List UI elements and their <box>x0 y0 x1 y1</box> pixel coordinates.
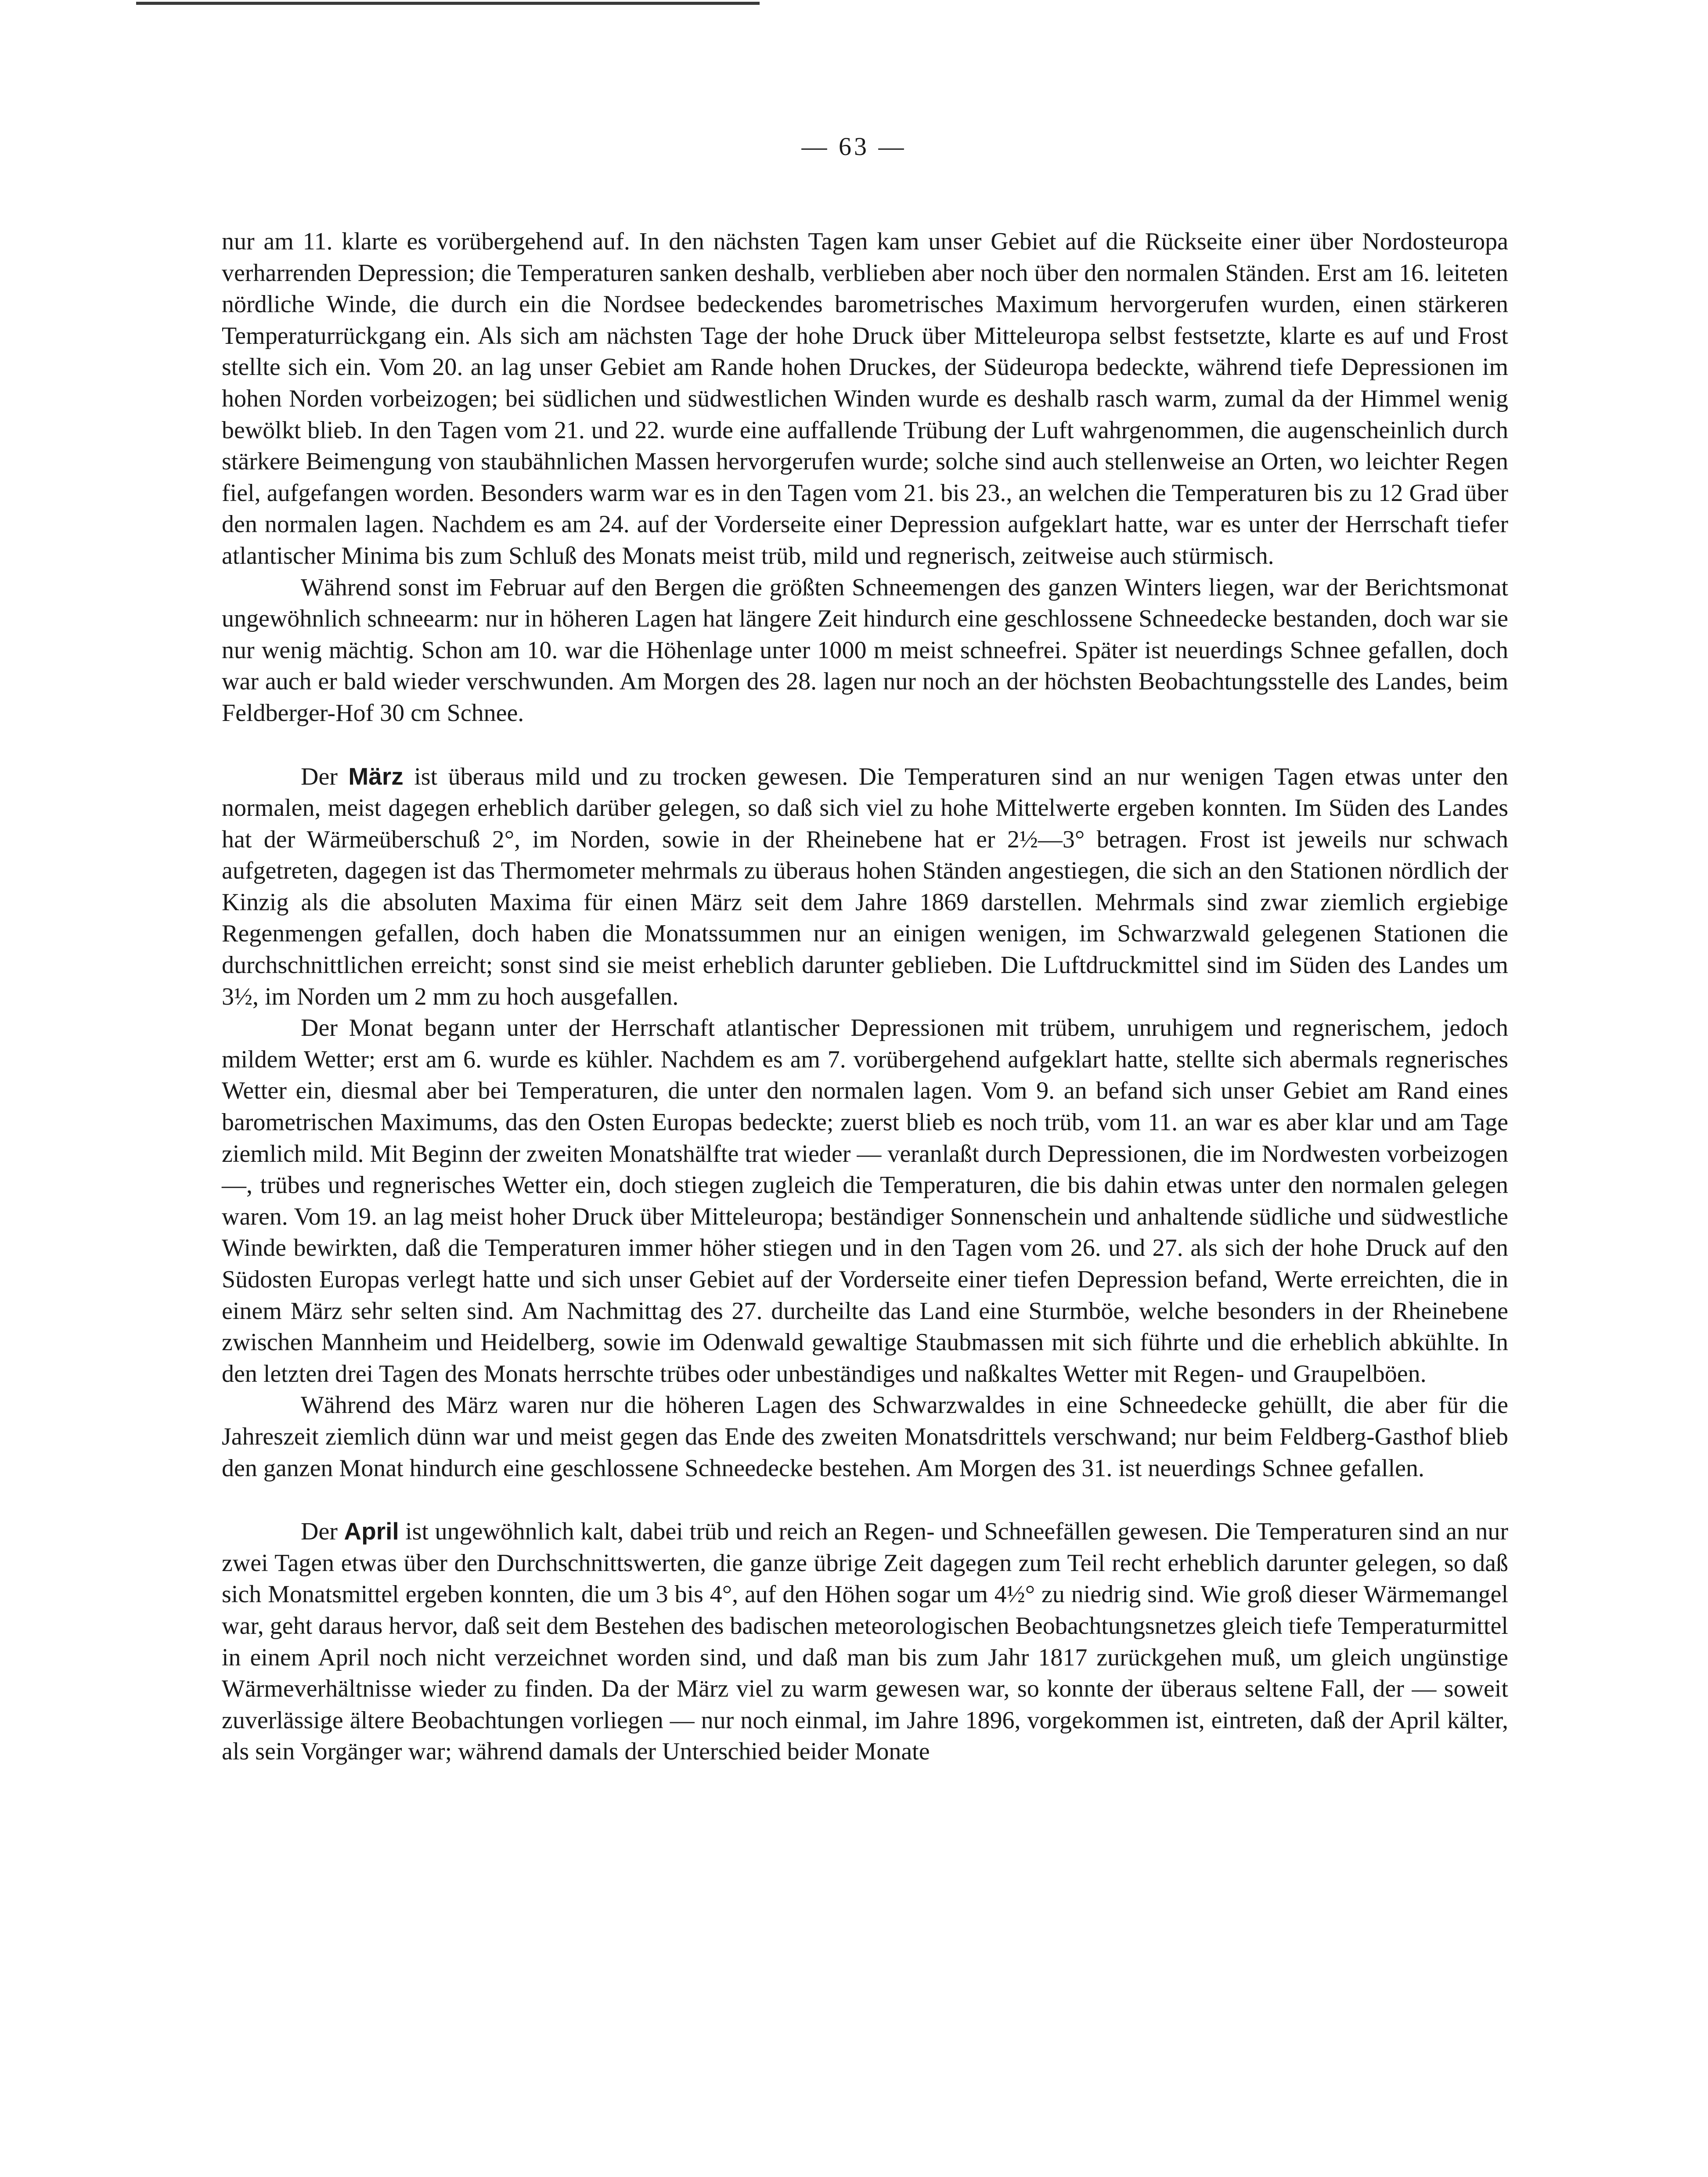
paragraph-maerz-snow: Während des März waren nur die höheren Lagen des Schwarzwaldes in eine Schneedecke gehüllt, die aber für die Jahreszeit ziemlich dünn war und meist gegen das Ende des zweiten Monatsdrittels verschwand; nur beim Feldberg-Gasthof blieb den ganzen Monat hindurch eine geschlossene Schneedecke bestehen. Am Morgen des 31. ist neuerdings Schnee gefallen. <box>222 1391 1508 1482</box>
paragraph-february-snow: Während sonst im Februar auf den Bergen die größten Schneemengen des ganzen Winters liegen, war der Berichtsmonat ungewöhnlich schneearm: nur in höheren Lagen hat längere Zeit hindurch eine geschlossene Schneedecke bestanden, doch war sie nur wenig mächtig. Schon am 10. war die Höhenlage unter 1000 m meist schneefrei. Später ist neuerdings Schnee gefallen, doch war auch er bald wieder verschwunden. Am Morgen des 28. lagen nur noch an der höchsten Beobachtungsstelle des Landes, beim Feldberger-Hof 30 cm Schnee. <box>222 573 1508 727</box>
page-number: — 63 — <box>801 132 907 161</box>
paragraph-text: ist ungewöhnlich kalt, dabei trüb und reich an Regen- und Schneefällen gewesen. Die Temperaturen sind an nur zwei Tagen etwas über den Durchschnittswerten, die ganze übrige Zeit dagegen zum Teil recht erheblich darunter gelegen, so daß sich Monatsmittel ergeben konnten, die um 3 bis 4°, auf den Höhen sogar um 4½° zu niedrig sind. Wie groß dieser Wärmemangel war, geht daraus hervor, daß seit dem Bestehen des badischen meteorologischen Beobachtungsnetzes gleich tiefe Temperaturmittel in einem April noch nicht verzeichnet worden sind, und daß man bis zum Jahr 1817 zurückgehen muß, um gleich ungünstige Wärmeverhältnisse wieder zu finden. Da der März viel zu warm gewesen war, so konnte der überaus seltene Fall, der — soweit zuverlässige ältere Beobachtungen vorliegen — nur noch einmal, im Jahre 1896, vorgekommen ist, eintreten, daß der April kälter, als sein Vorgänger war; während damals der Unterschied beider Monate <box>222 1518 1508 1766</box>
paragraph-maerz-weather: Der Monat begann unter der Herrschaft atlantischer Depressionen mit trübem, unruhigem und regnerischem, jedoch mildem Wetter; erst am 6. wurde es kühler. Nachdem es am 7. vorübergehend aufgeklart hatte, stellte sich abermals regnerisches Wetter ein, diesmal aber bei Temperaturen, die unter den normalen lagen. Vom 9. an befand sich unser Gebiet am Rand eines barometrischen Maximums, das den Osten Europas bedeckte; zuerst blieb es noch trüb, vom 11. an war es aber klar und am Tage ziemlich mild. Mit Beginn der zweiten Monatshälfte trat wieder — veranlaßt durch Depressionen, die im Nordwesten vorbeizogen —, trübes und regnerisches Wetter ein, doch stiegen zugleich die Temperaturen, die bis dahin etwas unter den normalen gelegen waren. Vom 19. an lag meist hoher Druck über Mitteleuropa; beständiger Sonnenschein und anhaltende südliche und südwestliche Winde bewirkten, daß die Temperaturen immer höher stiegen und in den Tagen vom 26. und 27. als sich der hohe Druck auf den Südosten Europas verlegt hatte und sich unser Gebiet auf der Vorderseite einer tiefen Depression befand, Werte erreichten, die in einem März sehr selten sind. Am Nachmittag des 27. durcheilte das Land eine Sturmböe, welche besonders in der Rheinebene zwischen Mannheim und Heidelberg, sowie im Odenwald gewaltige Staubmassen mit sich führte und die erheblich abkühlte. In den letzten drei Tagen des Monats herrschte trübes oder unbeständiges und naßkaltes Wetter mit Regen- und Graupelböen. <box>222 1014 1508 1388</box>
paragraph-april-intro <box>222 1516 1508 1768</box>
top-rule <box>136 2 760 5</box>
section-gap <box>222 729 1508 761</box>
section-gap <box>222 1484 1508 1516</box>
paragraph-lead: Der <box>301 1518 344 1546</box>
paragraph-february-continued: nur am 11. klarte es vorübergehend auf. In den nächsten Tagen kam unser Gebiet auf die Rückseite einer über Nordosteuropa verharrenden Depression; die Temperaturen sanken deshalb, verblieben aber noch über den normalen Ständen. Erst am 16. leiteten nördliche Winde, die durch ein die Nordsee bedeckendes barometrisches Maximum hervorgerufen wurden, einen stärkeren Temperaturrückgang ein. Als sich am nächsten Tage der hohe Druck über Mitteleuropa selbst festsetzte, klarte es auf und Frost stellte sich ein. Vom 20. an lag unser Gebiet am Rande hohen Druckes, der Südeuropa bedeckte, während tiefe Depressionen im hohen Norden vorbeizogen; bei südlichen und südwestlichen Winden wurde es deshalb rasch warm, zumal da der Himmel wenig bewölkt blieb. In den Tagen vom 21. und 22. wurde eine auffallende Trübung der Luft wahrgenommen, die augenscheinlich durch stärkere Beimengung von staubähnlichen Massen hervorgerufen wurde; solche sind auch stellenweise an Orten, wo leichter Regen fiel, aufgefangen worden. Besonders warm war es in den Tagen vom 21. bis 23., an welchen die Temperaturen bis zu 12 Grad über den normalen lagen. Nachdem es am 24. auf der Vorderseite einer Depression aufgeklart hatte, war es unter der Herrschaft tiefer atlantischer Minima bis zum Schluß des Monats meist trüb, mild und regnerisch, zeitweise auch stürmisch. <box>222 228 1508 569</box>
paragraph-lead: Der <box>301 763 349 790</box>
paragraph-maerz-intro <box>222 761 1508 1013</box>
month-heading-maerz: März <box>348 762 404 790</box>
paragraph-text: ist überaus mild und zu trocken gewesen. Die Temperaturen sind an nur wenigen Tagen etwas unter den normalen, meist dagegen erheblich darüber gelegen, so daß sich viel zu hohe Mittelwerte ergeben konnten. Im Süden des Landes hat der Wärmeüberschuß 2°, im Norden, sowie in der Rheinebene hat er 2½—3° betragen. Frost ist jeweils nur schwach aufgetreten, dagegen ist das Thermometer mehrmals zu überaus hohen Ständen angestiegen, die sich an den Stationen nördlich der Kinzig als die absoluten Maxima für einen März seit dem Jahre 1869 darstellen. Mehrmals sind zwar ziemlich ergiebige Regenmengen gefallen, doch haben die Monatssummen nur an einigen wenigen, im Schwarzwald gelegenen Stationen die durchschnittlichen erreicht; sonst sind sie meist erheblich darunter geblieben. Die Luftdruckmittel sind im Süden des Landes um 3½, im Norden um 2 mm zu hoch ausgefallen. <box>222 763 1508 1010</box>
page-body <box>222 226 1508 1768</box>
month-heading-april: April <box>344 1517 399 1545</box>
